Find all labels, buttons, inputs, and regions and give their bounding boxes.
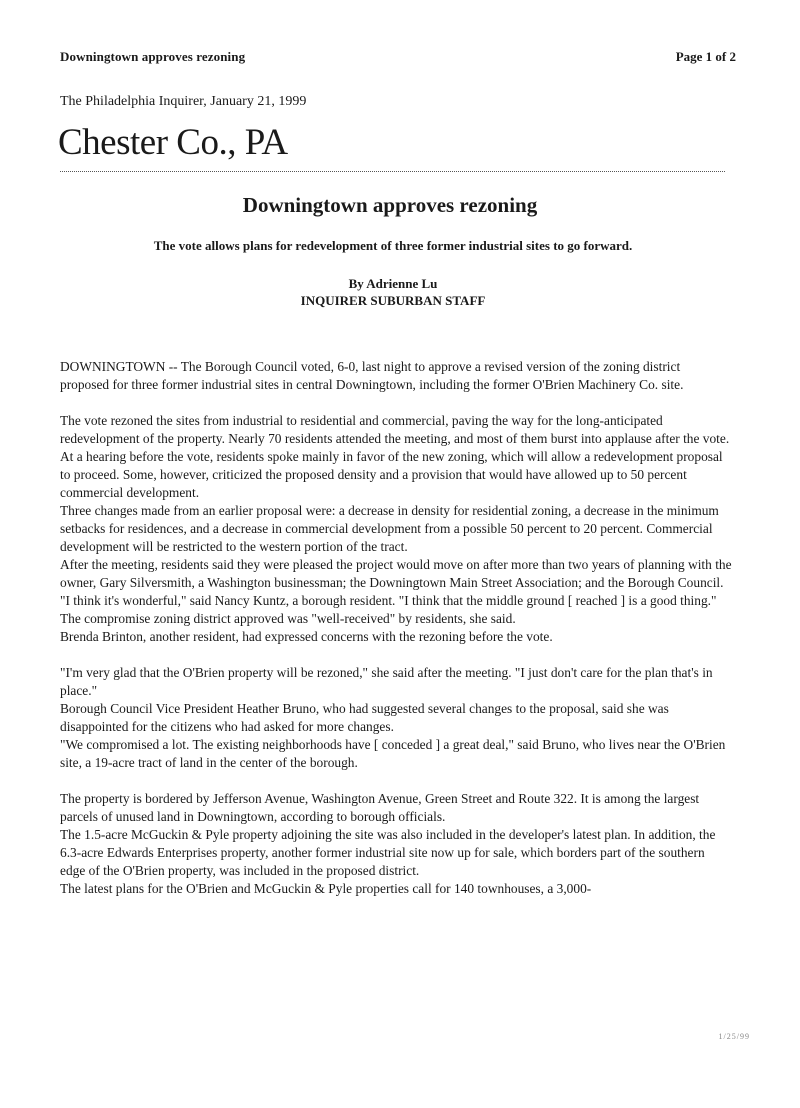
section-title: Chester Co., PA [58, 122, 288, 163]
article-headline: Downingtown approves rezoning [242, 193, 538, 217]
paragraph: Brenda Brinton, another resident, had expressed concerns with the rezoning before the vote. [60, 629, 553, 644]
paragraph: DOWNINGTOWN -- The Borough Council voted, 6-0, last night to approve a revised version of the zoning district proposed for three former industrial sites in central Downingtown, including the former O'Brien Machinery Co. site. [60, 359, 684, 392]
paragraph: "We compromised a lot. The existing neighborhoods have [ conceded ] a great deal," said Bruno, who lives near the O'Brien site, a 19-acre tract of land in the center of the borough. [60, 737, 726, 770]
article-body [60, 358, 732, 898]
print-date: 1/25/99 [718, 1032, 750, 1041]
paragraph: The 1.5-acre McGuckin & Pyle property adjoining the site was also included in the developer's latest plan. In addition, the 6.3-acre Edwards Enterprises property, another former industrial site now up for sale, which borders part of the southern edge of the O'Brien property, was included in the proposed district. [60, 827, 716, 878]
paragraph: Three changes made from an earlier proposal were: a decrease in density for residential zoning, a decrease in the minimum setbacks for residences, and a decrease in commercial development from a possible 50 percent to 20 percent. Commercial development will be restricted to the western portion of the tract. [60, 503, 719, 554]
byline-staff: INQUIRER SUBURBAN STAFF [300, 293, 486, 308]
publication-source: The Philadelphia Inquirer, January 21, 1999 [60, 94, 307, 109]
article-byline [0, 275, 786, 309]
paragraph: "I'm very glad that the O'Brien property will be rezoned," she said after the meeting. "I just don't care for the plan that's in place." [60, 665, 713, 698]
paragraph: Borough Council Vice President Heather Bruno, who had suggested several changes to the proposal, said she was disappointed for the citizens who had asked for more changes. [60, 701, 669, 734]
running-title: Downingtown approves rezoning [60, 49, 246, 64]
byline-author: By Adrienne Lu [348, 276, 438, 291]
article-deck: The vote allows plans for redevelopment of three former industrial sites to go forward. [153, 238, 633, 253]
paragraph: The property is bordered by Jefferson Avenue, Washington Avenue, Green Street and Route 322. It is among the largest parcels of unused land in Downingtown, according to borough officials. [60, 791, 700, 824]
page-number: Page 1 of 2 [675, 49, 736, 64]
section-divider [60, 171, 725, 172]
paragraph: The vote rezoned the sites from industrial to residential and commercial, paving the way for the long-anticipated redevelopment of the property. Nearly 70 residents attended the meeting, and most of them burst into applause after the vote. At a hearing before the vote, residents spoke mainly in favor of the new zoning, which will allow a redevelopment proposal to proceed. Some, however, criticized the proposed density and a provision that would have allowed up to 50 percent commercial development. [60, 413, 730, 500]
paragraph: After the meeting, residents said they were pleased the project would move on after more than two years of planning with the owner, Gary Silversmith, a Washington businessman; the Downingtown Main Street Association; and the Borough Council. "I think it's wonderful," said Nancy Kuntz, a borough resident. "I think that the middle ground [ reached ] is a good thing." The compromise zoning district approved was "well-received" by residents, she said. [60, 557, 732, 626]
paragraph: The latest plans for the O'Brien and McGuckin & Pyle properties call for 140 townhouses, a 3,000- [60, 881, 592, 896]
